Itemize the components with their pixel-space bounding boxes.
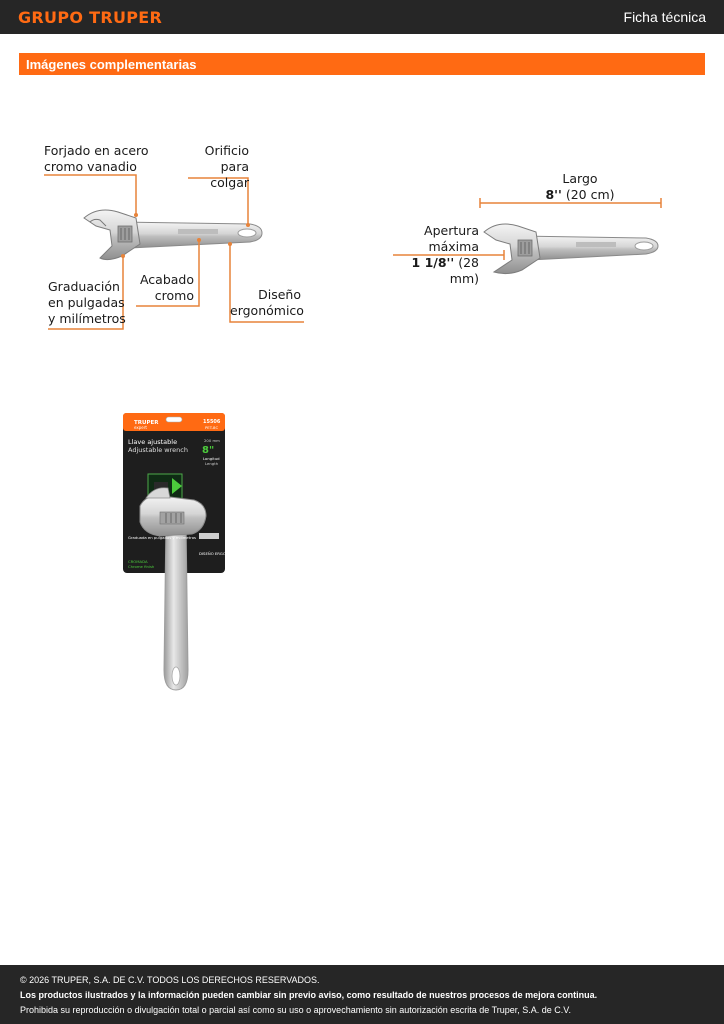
- callout-finish-line2: cromo: [154, 288, 194, 303]
- callout-design-line1: Diseño: [258, 287, 301, 302]
- callout-opening: [379, 223, 479, 287]
- footer-copyright: © 2026 TRUPER, S.A. DE C.V. TODOS LOS DERECHOS RESERVADOS.: [20, 975, 320, 985]
- callout-forged-line1: Forjado en acero: [44, 143, 149, 158]
- length-label: Largo: [562, 171, 598, 186]
- footer: [0, 965, 724, 1024]
- callout-design: [230, 287, 304, 319]
- package-model: PET-8C: [205, 425, 219, 430]
- callout-hole: [180, 143, 249, 191]
- callout-hole-line2: para colgar: [210, 159, 249, 190]
- opening-value-line: [379, 255, 479, 287]
- package-brand: TRUPER: [134, 420, 159, 426]
- footer-notice: Los productos ilustrados y la información pueden cambiar sin previo aviso, como resultado de nuestros procesos de mejora continua.: [20, 990, 598, 1000]
- wrench-image-features: [84, 210, 262, 260]
- callout-scale: [48, 279, 126, 327]
- package-finish-en: Chrome finish: [128, 564, 155, 569]
- package-line: expert: [134, 425, 147, 430]
- package-finish-es: CROMADA: [128, 559, 148, 564]
- length-value: 8'': [545, 187, 562, 202]
- package-image: [123, 413, 242, 690]
- callout-length: [540, 171, 620, 203]
- document-type: Ficha técnica: [623, 9, 706, 25]
- length-value-line: [540, 187, 620, 203]
- callout-forged: [44, 143, 149, 175]
- callout-finish-line1: Acabado: [139, 272, 194, 287]
- package-name-es: Llave ajustable: [128, 438, 178, 446]
- callout-scale-line2: en pulgadas: [48, 295, 125, 310]
- callout-forged-line2: cromo vanadio: [44, 159, 137, 174]
- wrench-image-dimensions: [484, 224, 658, 274]
- callout-finish: [136, 272, 194, 304]
- section-title: Imágenes complementarias: [26, 57, 197, 72]
- package-grad-label: Graduada en pulgadas y milímetros: [128, 535, 197, 540]
- opening-value: 1 1/8'': [411, 255, 455, 270]
- package-size-label-en: Length: [205, 461, 219, 466]
- package-design-label: DISEÑO ERGONÓMICO: [199, 551, 242, 556]
- package-size-in: 8": [202, 445, 215, 456]
- opening-metric: (28 mm): [449, 255, 479, 286]
- package-name-en: Adjustable wrench: [128, 446, 188, 454]
- callout-design-line2: ergonómico: [230, 303, 304, 318]
- callout-scale-line3: y milímetros: [48, 311, 126, 326]
- footer-legal: Prohibida su reproducción o divulgación total o parcial así como su uso o aprovechamiento sin autorización escrita de Truper, S.A. de C.V.: [20, 1005, 571, 1015]
- opening-label: Apertura máxima: [424, 223, 479, 254]
- callout-hole-line1: Orificio: [204, 143, 249, 158]
- package-size-label-es: Longitud: [203, 456, 220, 461]
- brand-logo: GRUPO TRUPER: [18, 8, 163, 27]
- package-size-mm: 200 mm: [204, 438, 220, 443]
- callout-scale-line1: Graduación: [48, 279, 120, 294]
- package-code: 15506: [203, 419, 221, 425]
- length-metric: (20 cm): [565, 187, 615, 202]
- callout-line-forged: [44, 175, 136, 214]
